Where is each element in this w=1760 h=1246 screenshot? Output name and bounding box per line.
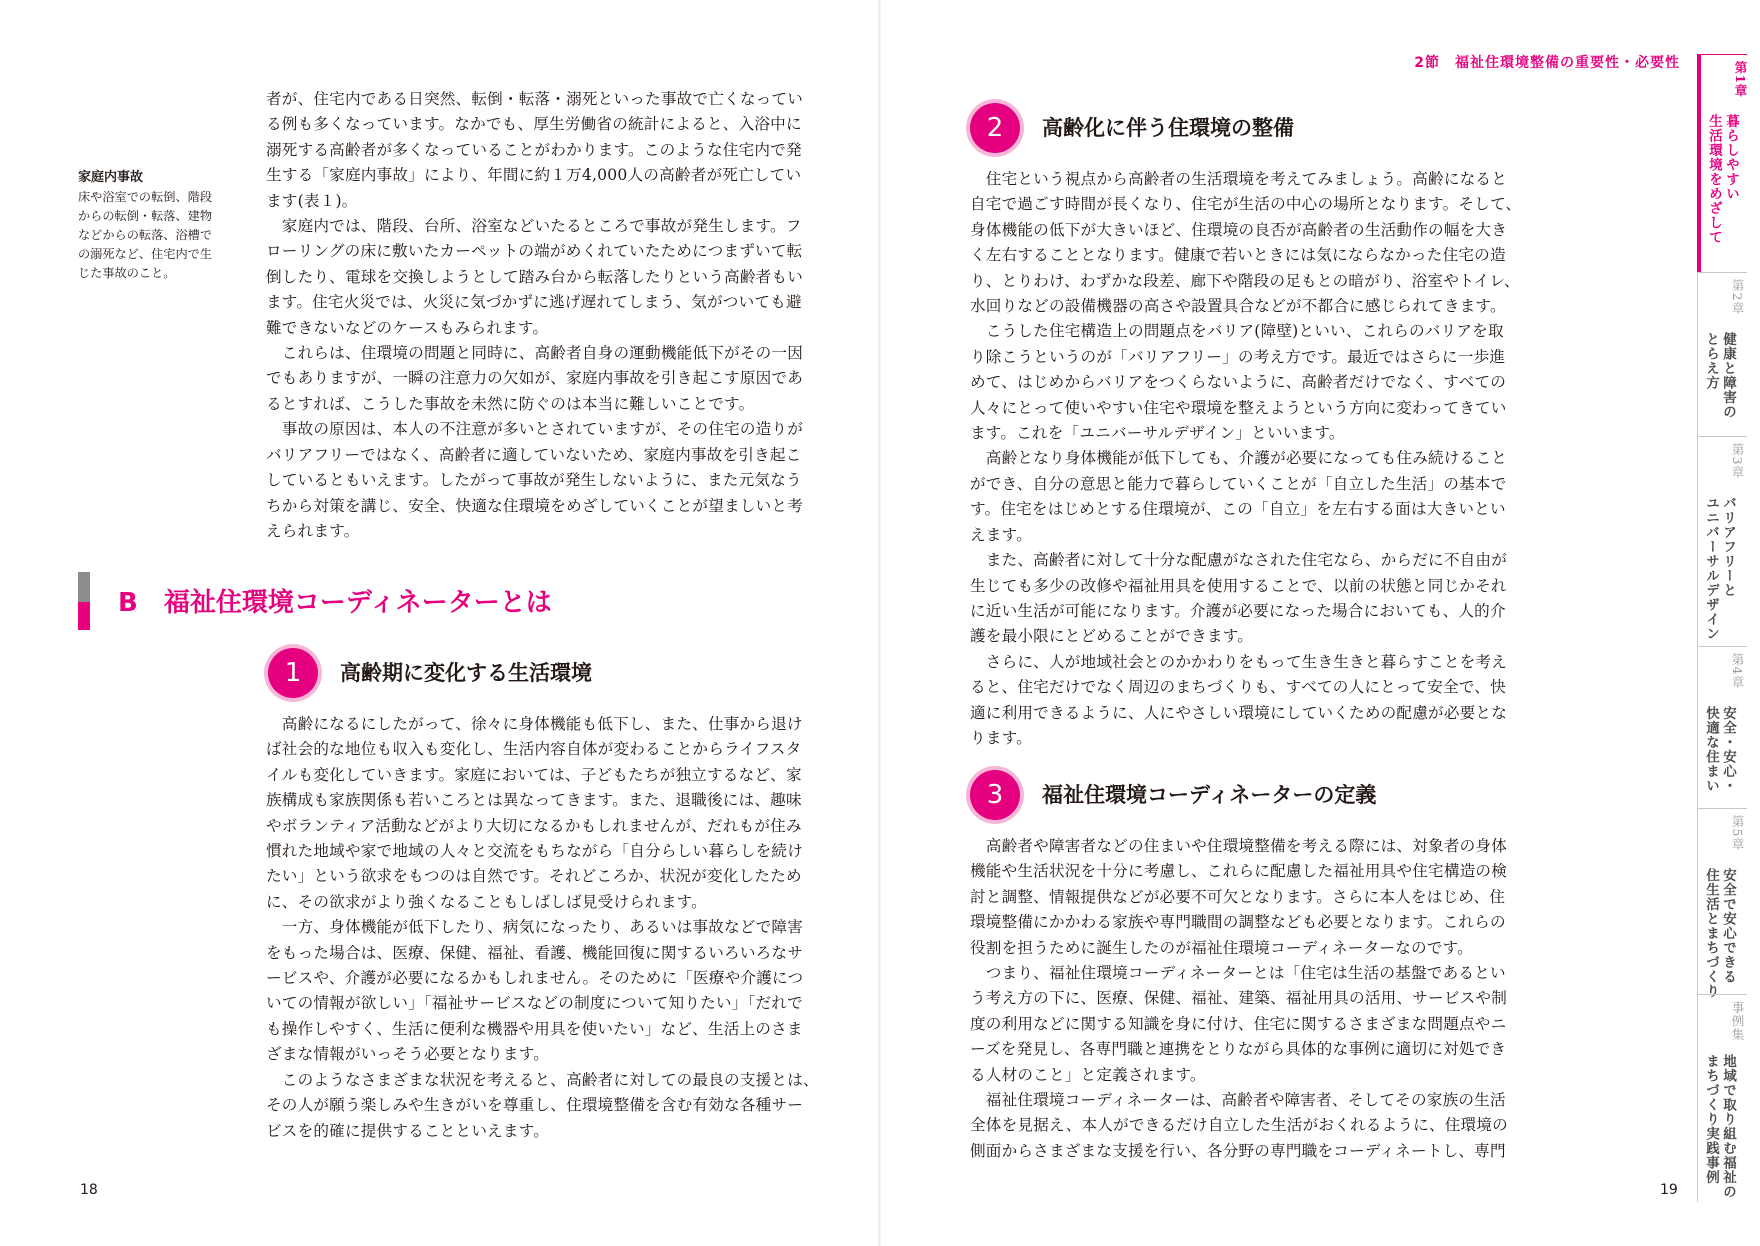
chapter-number: 第3章 bbox=[1730, 443, 1745, 479]
subsection-2-heading bbox=[970, 103, 1390, 159]
side-note-line: の溺死など、住宅内で生 bbox=[78, 247, 213, 261]
chapter-title bbox=[1702, 706, 1736, 793]
text-line: 高齢者や障害者などの住まいや住環境整備を考える際には、対象者の身体 bbox=[970, 837, 1507, 855]
chapter-tab-5[interactable] bbox=[1697, 808, 1747, 999]
chapter-title bbox=[1702, 868, 1736, 999]
text-line: 高齢になるにしたがって、徐々に身体機能も低下し、また、仕事から退け bbox=[266, 715, 803, 733]
text-line: う考え方の下に、医療、保健、福祉、建築、福祉用具の活用、サービスや制 bbox=[970, 989, 1507, 1008]
chapter-index-tabs bbox=[1697, 54, 1747, 1202]
section-b-title: B 福祉住環境コーディネーターとは bbox=[118, 588, 552, 618]
text-line: す。住宅をはじめとする住環境が、この「自立」を左右する面は大きいとい bbox=[970, 500, 1506, 519]
text-line: 難できないなどのケースもみられます。 bbox=[266, 318, 549, 337]
text-line: えられます。 bbox=[266, 521, 360, 540]
text-line: く左右することとなります。健康で若いときには気にならなかった住宅の造 bbox=[970, 246, 1506, 265]
text-line: に、その欲求がより強くなることもしばしば見受けられます。 bbox=[266, 892, 707, 911]
text-line: に近い生活が可能になります。介護が必要になった場合においても、人的介 bbox=[970, 601, 1506, 620]
chapter-title-line: 地域で取り組む福祉の bbox=[1720, 1054, 1736, 1199]
text-line: このようなさまざまな状況を考えると、高齢者に対しての最良の支援とは、 bbox=[266, 1070, 819, 1089]
chapter-title bbox=[1705, 114, 1739, 245]
chapter-tab-4[interactable] bbox=[1697, 646, 1747, 808]
chapter-title-line: 快適な住まい bbox=[1703, 706, 1719, 793]
text-line: こうした住宅構造上の問題点をバリア(障壁)といい、これらのバリアを取 bbox=[970, 322, 1504, 341]
side-note-line: からの転倒・転落、建物 bbox=[78, 209, 213, 223]
chapter-tab-2[interactable] bbox=[1697, 272, 1747, 436]
text-line: つまり、福祉住環境コーディネーターとは「住宅は生活の基盤であるとい bbox=[970, 964, 1506, 983]
text-line: さらに、人が地域社会とのかかわりをもって生き生きと暮らすことを考え bbox=[970, 652, 1507, 671]
side-note-body bbox=[78, 188, 228, 283]
chapter-title bbox=[1702, 496, 1736, 641]
text-line: やボランティア活動などがより大切になるかもしれませんが、だれもが住み bbox=[266, 816, 802, 835]
chapter-title-line: 健康と障害の bbox=[1720, 332, 1736, 419]
chapter-title-line: 安全で安心できる bbox=[1720, 868, 1736, 984]
chapter-number: 事例集 bbox=[1730, 1001, 1745, 1042]
text-line: ーズを発見し、各専門職と連携をとりながら具体的な事例に適切に対処でき bbox=[970, 1040, 1507, 1059]
text-line: イルも変化していきます。家庭においては、子どもたちが独立するなど、家 bbox=[266, 765, 802, 784]
subsection-title: 高齢化に伴う住環境の整備 bbox=[1042, 116, 1294, 140]
chapter-number: 第2章 bbox=[1730, 279, 1745, 315]
page-gutter bbox=[878, 0, 882, 1246]
text-line: これらは、住環境の問題と同時に、高齢者自身の運動機能低下がその一因 bbox=[266, 344, 803, 363]
text-line: 高齢となり身体機能が低下しても、介護が必要になっても住み続けること bbox=[970, 449, 1507, 468]
side-note bbox=[78, 168, 228, 283]
text-line: ます。これを「ユニバーサルデザイン」といいます。 bbox=[970, 424, 1345, 443]
chapter-title-line: ユニバーサルデザイン bbox=[1703, 496, 1719, 641]
text-line: ができ、自分の意思と能力で暮らしていくことが「自立した生活」の基本で bbox=[970, 474, 1507, 493]
text-line: 住宅という視点から高齢者の生活環境を考えてみましょう。高齢になると bbox=[970, 170, 1507, 188]
text-line: でもありますが、一瞬の注意力の欠如が、家庭内事故を引き起こす原因であ bbox=[266, 369, 803, 388]
intro-text bbox=[266, 87, 803, 544]
side-note-line: 床や浴室での転倒、階段 bbox=[78, 190, 213, 204]
subsection-3-text bbox=[970, 834, 1508, 1164]
text-line: ビスを的確に提供することといえます。 bbox=[266, 1121, 550, 1140]
text-line: 族構成も家族関係も若いころとは異なってきます。また、退職後には、趣味 bbox=[266, 791, 802, 810]
text-line: 環境整備にかかわる家族や専門職間の調整なども必要となります。これらの bbox=[970, 913, 1506, 932]
text-line: 倒したり、電球を交換しようとして踏み台から転落したりという高齢者もい bbox=[266, 267, 803, 286]
subsection-number-badge: 1 bbox=[268, 648, 318, 698]
text-line: り、とりわけ、わずかな段差、廊下や階段の足もとの暗がり、浴室やトイレ、 bbox=[970, 271, 1520, 290]
chapter-title-line: まちづくり実践事例 bbox=[1703, 1054, 1719, 1185]
text-line: 自宅で過ごす時間が長くなり、住宅が生活の中心の場所となります。そして、 bbox=[970, 195, 1522, 214]
text-line: 身体機能の低下が大きいほど、住環境の良否が高齢者の生活動作の幅を大き bbox=[970, 220, 1507, 239]
chapter-title-line: 安全・安心・ bbox=[1720, 706, 1736, 793]
text-line: ローリングの床に敷いたカーペットの端がめくれていたためにつまずいて転 bbox=[266, 242, 803, 261]
subsection-1-text bbox=[266, 712, 819, 1144]
subsection-title: 高齢期に変化する生活環境 bbox=[340, 661, 592, 685]
text-line: バリアフリーではなく、高齢者に適していないため、家庭内事故を引き起こ bbox=[266, 445, 802, 464]
text-line: も操作しやすく、生活に便利な機器や用具を使いたい」など、生活上のさま bbox=[266, 1019, 803, 1038]
chapter-title-line: バリアフリーと bbox=[1720, 496, 1736, 598]
text-line: ば社会的な地位も収入も変化し、生活内容自体が変わることからライフスタ bbox=[266, 740, 802, 759]
text-line: 全体を見据え、本人ができるだけ自立した生活がおくれるように、住環境の bbox=[970, 1116, 1508, 1135]
chapter-tab-1[interactable] bbox=[1697, 54, 1747, 272]
heading-bar-pink bbox=[78, 602, 90, 630]
chapter-number: 第4章 bbox=[1730, 653, 1745, 689]
text-line: ます。住宅火災では、火災に気づかずに逃げ遅れてしまう、気がついても避 bbox=[266, 293, 802, 312]
chapter-title bbox=[1702, 332, 1736, 419]
text-line: 生じても多少の改修や福祉用具を使用することで、以前の状態と同じかそれ bbox=[970, 576, 1507, 595]
text-line: その人が願う楽しみや生きがいを尊重し、住環境整備を含む有効な各種サー bbox=[266, 1096, 803, 1115]
text-line: しているともいえます。したがって事故が発生しないように、また元気なう bbox=[266, 471, 802, 490]
chapter-tab-3[interactable] bbox=[1697, 436, 1747, 646]
text-line: り除こうというのが「バリアフリー」の考え方です。最近ではさらに一歩進 bbox=[970, 347, 1506, 366]
text-line: 機能や生活状況を十分に考慮し、これらに配慮した福祉用具や住宅構造の検 bbox=[970, 862, 1507, 881]
text-line: ると、住宅だけでなく周辺のまちづくりも、すべての人にとって安全で、快 bbox=[970, 678, 1506, 697]
text-line: ざまな情報がいっそう必要となります。 bbox=[266, 1045, 550, 1064]
chapter-title bbox=[1702, 1054, 1736, 1199]
text-line: 役割を担うために誕生したのが福祉住環境コーディネーターなのです。 bbox=[970, 938, 1473, 957]
section-b-heading bbox=[78, 572, 598, 630]
side-note-line: じた事故のこと。 bbox=[78, 266, 176, 280]
text-line: 討と調整、情報提供などが必要不可欠となります。さらに本人をはじめ、住 bbox=[970, 887, 1506, 906]
text-line: また、高齢者に対して十分な配慮がなされた住宅なら、からだに不自由が bbox=[970, 551, 1507, 570]
chapter-number: 第5章 bbox=[1730, 815, 1745, 851]
text-line: たい」という欲求をもつのは自然です。それどころか、状況が変化したため bbox=[266, 867, 802, 886]
text-line: 側面からさまざまな支援を行い、各分野の専門職をコーディネートし、専門 bbox=[970, 1141, 1506, 1160]
text-line: ービスや、介護が必要になるかもしれません。そのために「医療や介護につ bbox=[266, 969, 804, 988]
text-line: 慣れた地域や家で地域の人々と交流をもちながら「自分らしい暮らしを続け bbox=[266, 842, 803, 861]
text-line: ます(表１)。 bbox=[266, 191, 358, 210]
subsection-title: 福祉住環境コーディネーターの定義 bbox=[1042, 783, 1377, 807]
chapter-tab-6[interactable] bbox=[1697, 994, 1747, 1202]
text-line: 溺死する高齢者が多くなっていることがわかります。このような住宅内で発 bbox=[266, 140, 802, 159]
page-number-right: 19 bbox=[1660, 1182, 1678, 1198]
text-line: ります。 bbox=[970, 728, 1032, 747]
text-line: 家庭内では、階段、台所、浴室などいたるところで事故が発生します。フ bbox=[266, 217, 802, 236]
heading-bar-gray bbox=[78, 572, 90, 602]
text-line: 一方、身体機能が低下したり、病気になったり、あるいは事故などで障害 bbox=[266, 918, 803, 937]
side-note-line: などからの転落、浴槽で bbox=[78, 228, 213, 242]
text-line: 護を最小限にとどめることができます。 bbox=[970, 627, 1254, 646]
chapter-title-line: とらえ方 bbox=[1703, 332, 1719, 390]
text-line: 福祉住環境コーディネーターは、高齢者や障害者、そしてその家族の生活 bbox=[970, 1091, 1506, 1110]
subsection-2-text bbox=[970, 167, 1522, 751]
subsection-number-badge: 2 bbox=[970, 103, 1020, 153]
page-number-left: 18 bbox=[80, 1182, 98, 1198]
text-line: ちから対策を講じ、安全、快適な住環境をめざしていくことが望ましいと考 bbox=[266, 496, 803, 515]
chapter-title-line: 生活環境をめざして bbox=[1706, 114, 1722, 245]
text-line: をもった場合は、医療、保健、福祉、看護、機能回復に関するいろいろなサ bbox=[266, 943, 803, 962]
text-line: 者が、住宅内である日突然、転倒・転落・溺死といった事故で亡くなってい bbox=[266, 90, 803, 108]
text-line: るとすれば、こうした事故を未然に防ぐのは本当に難しいことです。 bbox=[266, 394, 755, 413]
text-line: えます。 bbox=[970, 525, 1032, 544]
subsection-1-heading bbox=[268, 648, 688, 704]
running-head: 2節 福祉住環境整備の重要性・必要性 bbox=[1414, 55, 1680, 71]
chapter-title-line: 暮らしやすい bbox=[1723, 114, 1739, 201]
chapter-number: 第1章 bbox=[1733, 61, 1748, 98]
text-line: めて、はじめからバリアをつくらないように、高齢者だけでなく、すべての bbox=[970, 373, 1507, 392]
text-line: 度の利用などに関する知識を身に付け、住宅に関するさまざまな問題点やニ bbox=[970, 1014, 1507, 1033]
text-line: 事故の原因は、本人の不注意が多いとされていますが、その住宅の造りが bbox=[266, 420, 803, 439]
text-line: 適に利用できるように、人にやさしい環境にしていくための配慮が必要とな bbox=[970, 703, 1507, 722]
text-line: 水回りなどの設備機器の高さや設置具合などが不都合に感じられてきます。 bbox=[970, 297, 1506, 316]
text-line: 生する「家庭内事故」により、年間に約１万4,000人の高齢者が死亡してい bbox=[266, 166, 802, 185]
chapter-title-line: 住生活とまちづくり bbox=[1703, 868, 1719, 999]
subsection-number-badge: 3 bbox=[970, 770, 1020, 820]
subsection-3-heading bbox=[970, 770, 1410, 826]
text-line: る人材のこと」と定義されます。 bbox=[970, 1065, 1206, 1084]
text-line: る例も多くなっています。なかでも、厚生労働省の統計によると、入浴中に bbox=[266, 115, 802, 134]
text-line: 人々にとって使いやすい住宅や環境を整えようという方向に変わってきてい bbox=[970, 398, 1507, 417]
text-line: いての情報が欲しい」「福祉サービスなどの制度について知りたい」「だれで bbox=[266, 994, 803, 1013]
side-note-title: 家庭内事故 bbox=[78, 170, 144, 185]
